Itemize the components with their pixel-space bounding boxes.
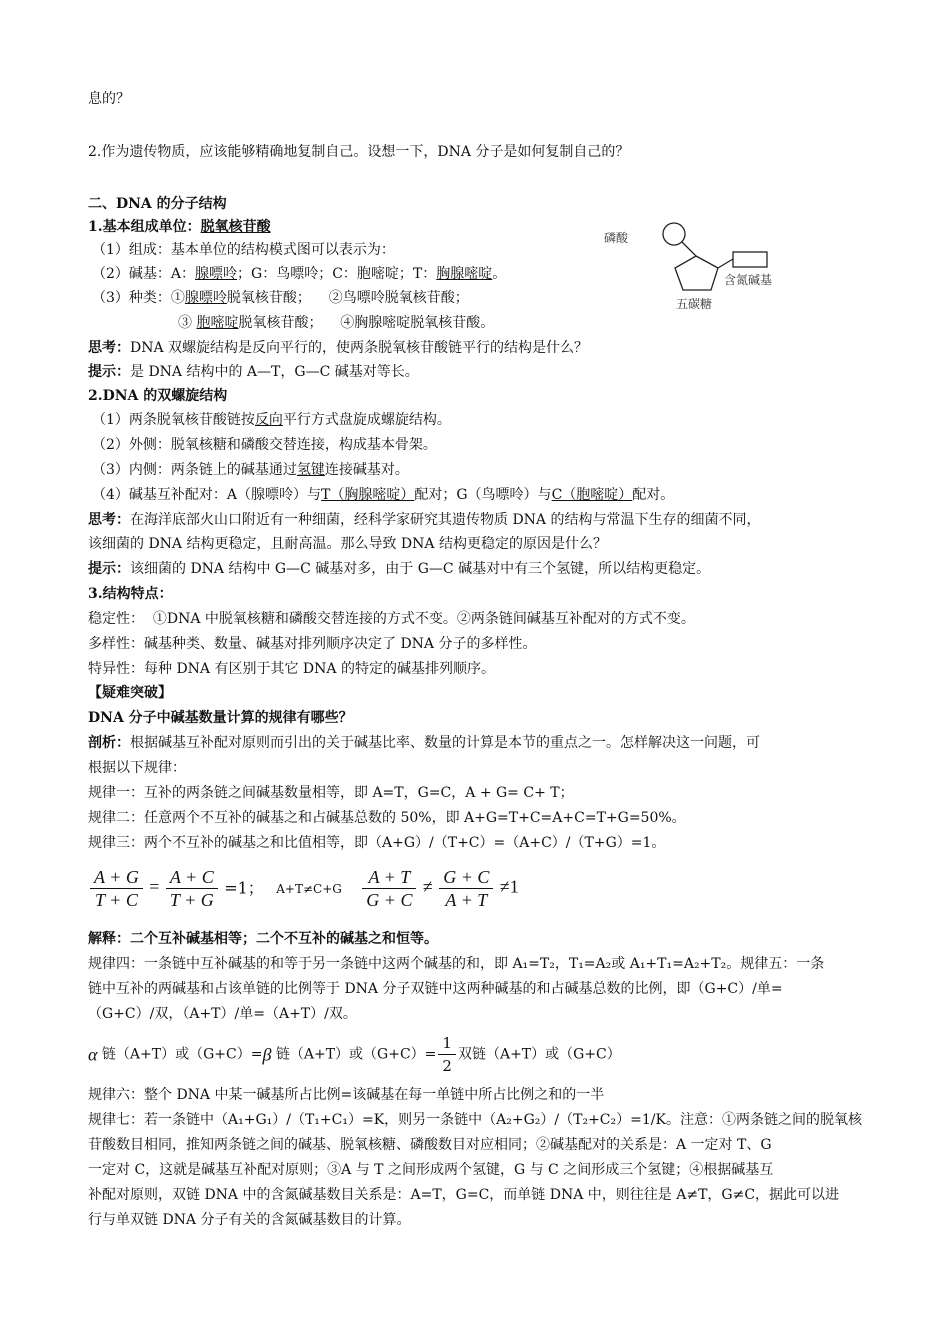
text-span: 配对；G（鸟嘌呤）与 [414, 487, 552, 503]
section-heading-difficulty: 【疑难突破】 [88, 685, 172, 701]
text-line: （G+C）/双，（A+T）/单=（A+T）/双。 [88, 1006, 357, 1022]
question-2: 2.作为遗传物质，应该能够精确地复制自己。设想一下，DNA 分子是如何复制自己的？ [88, 144, 630, 160]
numerator: A + C [166, 866, 218, 889]
text-span: 根据碱基互补配对原则而引出的关于碱基比率、数量的计算是本节的重点之一。怎样解决这一问题，可 [130, 735, 760, 751]
text-span: 链（A+T）或（G+C）= [101, 1046, 263, 1063]
text-line: 稳定性： ①DNA 中脱氧核糖和磷酸交替连接的方式不变。②两条链间碱基互补配对的方式不变。 [88, 611, 695, 627]
text-span: 平行方式盘旋成螺旋结构。 [282, 412, 451, 428]
text-line-bases [92, 265, 506, 283]
base-rectangle [733, 252, 767, 267]
think-label: 思考： [88, 340, 130, 356]
text-span: ③ [178, 315, 197, 331]
text-span: （2）碱基：A： [92, 266, 196, 282]
text-span: 链（A+T）或（G+C）= [275, 1046, 437, 1063]
text-span: DNA 双螺旋结构是反向平行的，使两条脱氧核苷酸链平行的结构是什么？ [130, 340, 589, 356]
text-span: 在海洋底部火山口附近有一种细菌，经科学家研究其遗传物质 DNA 的结构与常温下生存的细菌不同， [130, 512, 761, 528]
denominator: A + T [445, 890, 488, 910]
hint-label: 提示： [88, 561, 130, 577]
text-span: 二个互补碱基相等；二个不互补的碱基之和恒等。 [130, 931, 438, 947]
text-line: （1）组成：基本单位的结构模式图可以表示为： [92, 242, 395, 258]
label: 1.基本组成单位： [88, 219, 201, 235]
not-equal-sign: ≠ [422, 876, 433, 897]
alpha-symbol: α [88, 1044, 98, 1065]
text-span: 脱氧核苷酸； ④胸腺嘧啶脱氧核苷酸。 [238, 315, 495, 331]
rule-2: 规律二：任意两个不互补的碱基之和占碱基总数的 50%，即 A+G=T+C=A+C=T+G=50%。 [88, 810, 686, 826]
inequality-note: A+T≠C+G [276, 881, 342, 896]
question-heading: DNA 分子中碱基数量计算的规律有哪些？ [88, 710, 353, 726]
text-line: 多样性：碱基种类、数量、碱基对排列顺序决定了 DNA 分子的多样性。 [88, 636, 537, 652]
underlined-answer: 反向 [254, 412, 283, 428]
numerator: G + C [439, 866, 493, 889]
think-line [88, 511, 760, 529]
text-line: （2）外侧：脱氧核糖和磷酸交替连接，构成基本骨架。 [92, 437, 437, 453]
text-span: 。 [492, 266, 507, 282]
sugar-pentagon [675, 256, 718, 290]
rule-3: 规律三：两个不互补的碱基之和比值相等，即（A+G）/（T+C）=（A+C）/（T+G）=1。 [88, 835, 666, 851]
fraction [362, 866, 416, 911]
text-span: （3）种类：① [92, 290, 185, 306]
fraction [166, 866, 218, 911]
text-span: 脱氧核苷酸； ②鸟嘌呤脱氧核苷酸； [226, 290, 469, 306]
equals-sign: = [149, 876, 160, 897]
analysis-line [88, 734, 760, 752]
text-line: 苷酸数目相同，推知两条链之间的碱基、脱氧核糖、磷酸数目对应相同；②碱基配对的关系是：A 一定对 T、G [88, 1137, 772, 1153]
rule-1: 规律一：互补的两条链之间碱基数量相等，即 A=T，G=C，A + G= C+ T； [88, 785, 574, 801]
think-label: 思考： [88, 512, 130, 528]
hint-line [88, 363, 419, 381]
underlined-answer: 脱氧核苷酸 [200, 219, 271, 235]
denominator: G + C [366, 890, 413, 910]
base-label: 含氮碱基 [724, 273, 773, 287]
underlined-answer: 腺嘌呤 [195, 266, 238, 282]
text-line-types [92, 289, 469, 307]
text-line-types-2 [178, 314, 494, 332]
text-span: 该细菌的 DNA 结构中 G—C 碱基对多，由于 G—C 碱基对中有三个氢键，所以结构更稳定。 [130, 561, 711, 577]
hint-line [88, 560, 710, 578]
text-span: 连接碱基对。 [324, 462, 409, 478]
sugar-label: 五碳糖 [676, 297, 713, 311]
bond-line [718, 259, 733, 268]
underlined-answer: 胞嘧啶 [196, 315, 239, 331]
denominator: T + C [94, 890, 138, 910]
phosphate-circle [663, 223, 685, 245]
text-line: 补配对原则，双链 DNA 中的含氮碱基数目关系是：A=T，G=C，而单链 DNA 中，则往往是 A≠T，G≠C，据此可以进 [88, 1187, 840, 1203]
text-span: （3）内侧：两条链上的碱基通过 [92, 462, 297, 478]
text-span: 双链（A+T）或（G+C） [457, 1046, 621, 1063]
subheading-basic-unit [88, 218, 271, 236]
bond-line [682, 242, 696, 256]
numerator: 1 [438, 1032, 456, 1055]
subheading-double-helix: 2.DNA 的双螺旋结构 [88, 388, 228, 404]
underlined-answer: 胸腺嘧啶 [436, 266, 493, 282]
numerator: A + T [362, 866, 416, 889]
equals-one: =1； [224, 878, 264, 898]
text-line: 链中互补的两碱基和占该单链的比例等于 DNA 分子双链中这两种碱基的和占碱基总数的比例，即（G+C）/单= [88, 981, 783, 997]
explanation-label: 解释： [88, 931, 130, 947]
section-heading: 二、DNA 的分子结构 [88, 196, 227, 212]
not-equal-one: ≠1 [499, 876, 519, 897]
text-line: 行与单双链 DNA 分子有关的含氮碱基数目的计算。 [88, 1212, 411, 1228]
text-span: ；G：鸟嘌呤；C：胞嘧啶；T： [237, 266, 437, 282]
text-span: 配对。 [632, 487, 675, 503]
text-span: （4）碱基互补配对：A（腺嘌呤）与 [92, 487, 322, 503]
text-line [92, 461, 409, 479]
denominator: T + G [169, 890, 214, 910]
denominator: 2 [442, 1057, 452, 1075]
underlined-answer: 腺嘌呤 [184, 290, 227, 306]
rule-7: 规律七：若一条链中（A₁+G₁）/（T₁+C₁）=K，则另一条链中（A₂+G₂）/（T₂+C₂）=1/K。注意：①两条链之间的脱氧核 [88, 1112, 862, 1128]
rule-4-5: 规律四：一条链中互补碱基的和等于另一条链中这两个碱基的和，即 A₁=T₂，T₁=A₂或 A₁+T₁=A₂+T₂。规律五：一条 [88, 956, 825, 972]
analysis-label: 剖析： [88, 735, 130, 751]
rule-6: 规律六：整个 DNA 中某一碱基所占比例=该碱基在每一单链中所占比例之和的一半 [88, 1087, 605, 1103]
nucleotide-diagram [596, 216, 816, 316]
text-line: 该细菌的 DNA 结构更稳定，且耐高温。那么导致 DNA 结构更稳定的原因是什么？ [88, 536, 607, 552]
text-line-pairing [92, 486, 674, 504]
text-line [92, 411, 451, 429]
text-line: 息的？ [88, 91, 130, 107]
text-line: 特异性：每种 DNA 有区别于其它 DNA 的特定的碱基排列顺序。 [88, 661, 495, 677]
underlined-answer: T（胸腺嘧啶） [321, 487, 415, 503]
underlined-answer: 氢键 [296, 462, 325, 478]
explanation-line [88, 930, 438, 948]
text-line: 根据以下规律： [88, 760, 186, 776]
think-line [88, 339, 588, 357]
beta-symbol: β [262, 1044, 272, 1065]
underlined-answer: C（胞嘧啶） [551, 487, 633, 503]
fraction [90, 866, 143, 911]
text-span: （1）两条脱氧核苷酸链按 [92, 412, 255, 428]
formula-chain-ratio [88, 1032, 621, 1077]
one-half-fraction [438, 1032, 456, 1077]
numerator: A + G [90, 866, 143, 889]
formula-ratios [88, 866, 519, 911]
fraction [439, 866, 493, 911]
text-span: 是 DNA 结构中的 A—T，G—C 碱基对等长。 [130, 364, 419, 380]
phosphate-label: 磷酸 [604, 231, 629, 245]
text-line: 一定对 C，这就是碱基互补配对原则；③A 与 T 之间形成两个氢键，G 与 C 之间形成三个氢键；④根据碱基互 [88, 1162, 774, 1178]
hint-label: 提示： [88, 364, 130, 380]
subheading-features: 3.结构特点： [88, 586, 173, 602]
